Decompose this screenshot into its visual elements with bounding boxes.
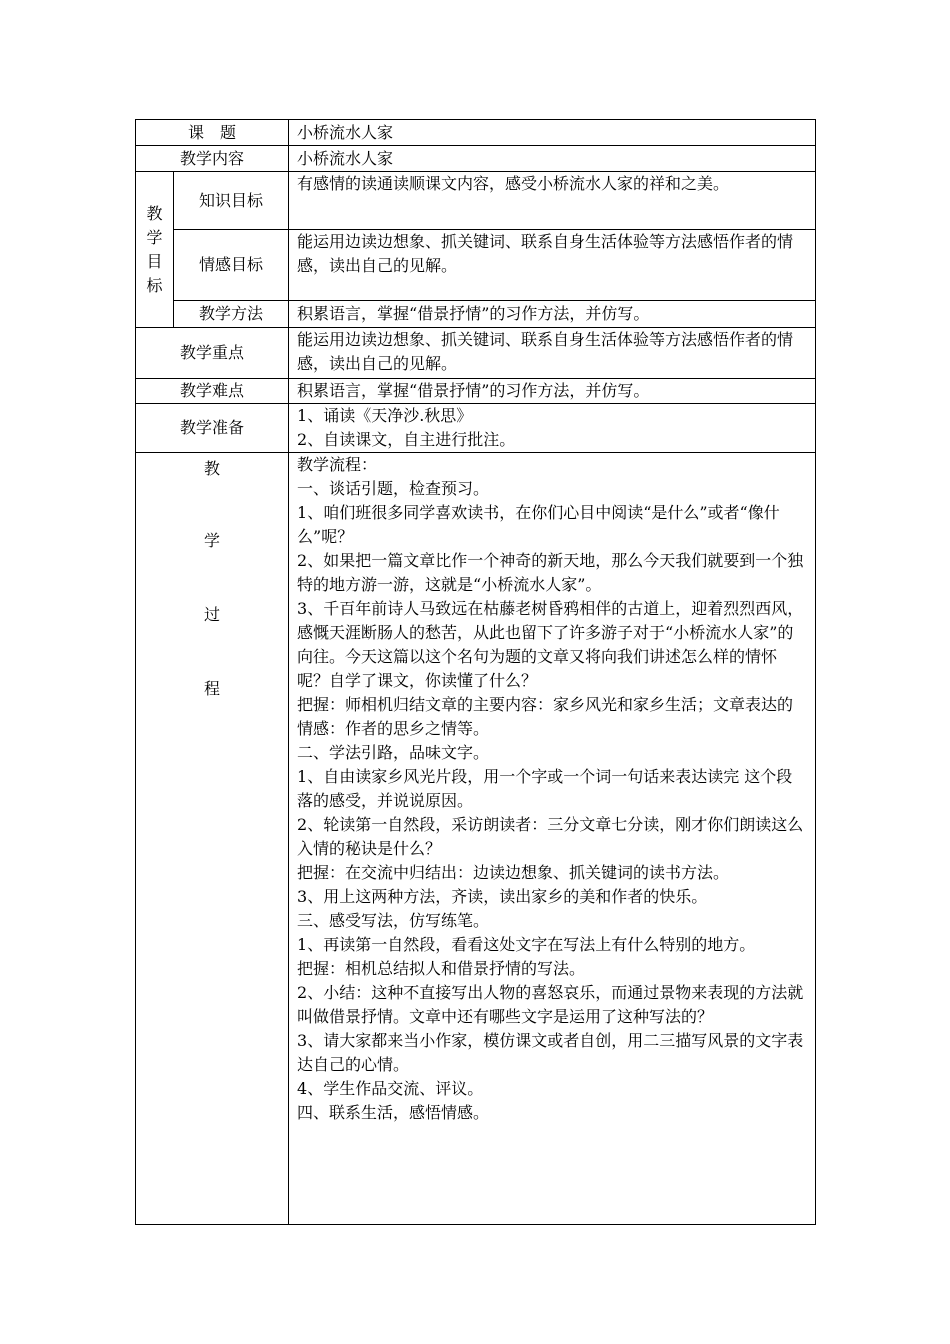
process-line: 1、再读第一自然段，看看这处文字在写法上有什么特别的地方。 [297,935,756,954]
method-label: 教学方法 [174,301,289,328]
goals-label [136,172,174,328]
preparation-line: 1、诵读《天净沙.秋思》 [297,406,473,425]
process-content [289,453,816,1225]
process-label [136,453,289,1225]
preparation-label: 教学准备 [136,404,289,453]
process-line: 三、感受写法，仿写练笔。 [297,911,490,930]
process-line: 1、咱们班很多同学喜欢读书，在你们心目中阅读“是什么”或者“像什么”呢？ [297,503,780,546]
goals-label-char: 标 [146,275,163,295]
preparation-row [136,404,816,453]
goals-label-char: 学 [146,227,163,247]
knowledge-goal-row [136,172,816,230]
method-value: 积累语言，掌握“借景抒情”的习作方法，并仿写。 [289,301,816,328]
process-line: 1、自由读家乡风光片段，用一个字或一个词一句话来表达读完 这个段落的感受，并说说原因。 [297,767,793,810]
method-row [136,301,816,328]
process-line: 把握：在交流中归结出：边读边想象、抓关键词的读书方法。 [297,863,730,882]
process-line: 二、学法引路，品味文字。 [297,743,490,762]
process-line: 3、千百年前诗人马致远在枯藤老树昏鸦相伴的古道上，迎着烈烈西风，感慨天涯断肠人的愁苦，从此也留下了许多游子对于“小桥流水人家”的向往。今天这篇以这个名句为题的文章又将向我们讲述怎么样的情怀呢？自学了课文，你读懂了什么？ [297,599,804,690]
preparation-value [289,404,816,453]
emotion-goal-value: 能运用边读边想象、抓关键词、联系自身生活体验等方法感悟作者的情感，读出自己的见解。 [289,230,816,301]
emotion-goal-label: 情感目标 [174,230,289,301]
process-line: 2、小结：这种不直接写出人物的喜怒哀乐，而通过景物来表现的方法就叫做借景抒情。文章中还有哪些文字是运用了这种写法的？ [297,983,804,1026]
difficulty-value: 积累语言，掌握“借景抒情”的习作方法，并仿写。 [289,379,816,404]
key-point-value: 能运用边读边想象、抓关键词、联系自身生活体验等方法感悟作者的情感，读出自己的见解。 [289,328,816,379]
knowledge-goal-label: 知识目标 [174,172,289,230]
content-label: 教学内容 [136,146,289,172]
process-label-char: 过 [204,605,221,624]
process-label-char: 学 [204,531,221,550]
process-line: 把握：师相机归结文章的主要内容：家乡风光和家乡生活；文章表达的情感：作者的思乡之情等。 [297,695,794,738]
knowledge-goal-value: 有感情的读通读顺课文内容，感受小桥流水人家的祥和之美。 [289,172,816,230]
process-line: 教学流程： [297,455,378,474]
goals-label-char: 教 [146,203,163,223]
difficulty-row [136,379,816,404]
process-row [136,453,816,1225]
goals-label-char: 目 [146,251,163,271]
process-label-char: 教 [204,459,221,478]
process-line: 3、请大家都来当小作家，模仿课文或者自创，用二三描写风景的文字表达自己的心情。 [297,1031,804,1074]
process-line: 一、谈话引题，检查预习。 [297,479,490,498]
topic-value: 小桥流水人家 [289,120,816,146]
process-label-char: 程 [204,679,221,698]
process-line: 2、轮读第一自然段，采访朗读者：三分文章七分读，刚才你们朗读这么入情的秘诀是什么？ [297,815,804,858]
content-value: 小桥流水人家 [289,146,816,172]
lesson-plan-table [135,119,816,1225]
topic-row [136,120,816,146]
key-point-row [136,328,816,379]
process-line: 4、学生作品交流、评议。 [297,1079,484,1098]
preparation-line: 2、自读课文，自主进行批注。 [297,430,516,449]
content-row [136,146,816,172]
process-line: 把握：相机总结拟人和借景抒情的写法。 [297,959,586,978]
difficulty-label: 教学难点 [136,379,289,404]
topic-label: 课 题 [136,120,289,146]
emotion-goal-row [136,230,816,301]
key-point-label: 教学重点 [136,328,289,379]
process-line: 四、联系生活，感悟情感。 [297,1103,490,1122]
process-line: 3、用上这两种方法，齐读，读出家乡的美和作者的快乐。 [297,887,708,906]
process-line: 2、如果把一篇文章比作一个神奇的新天地，那么今天我们就要到一个独特的地方游一游，这就是“小桥流水人家”。 [297,551,804,594]
